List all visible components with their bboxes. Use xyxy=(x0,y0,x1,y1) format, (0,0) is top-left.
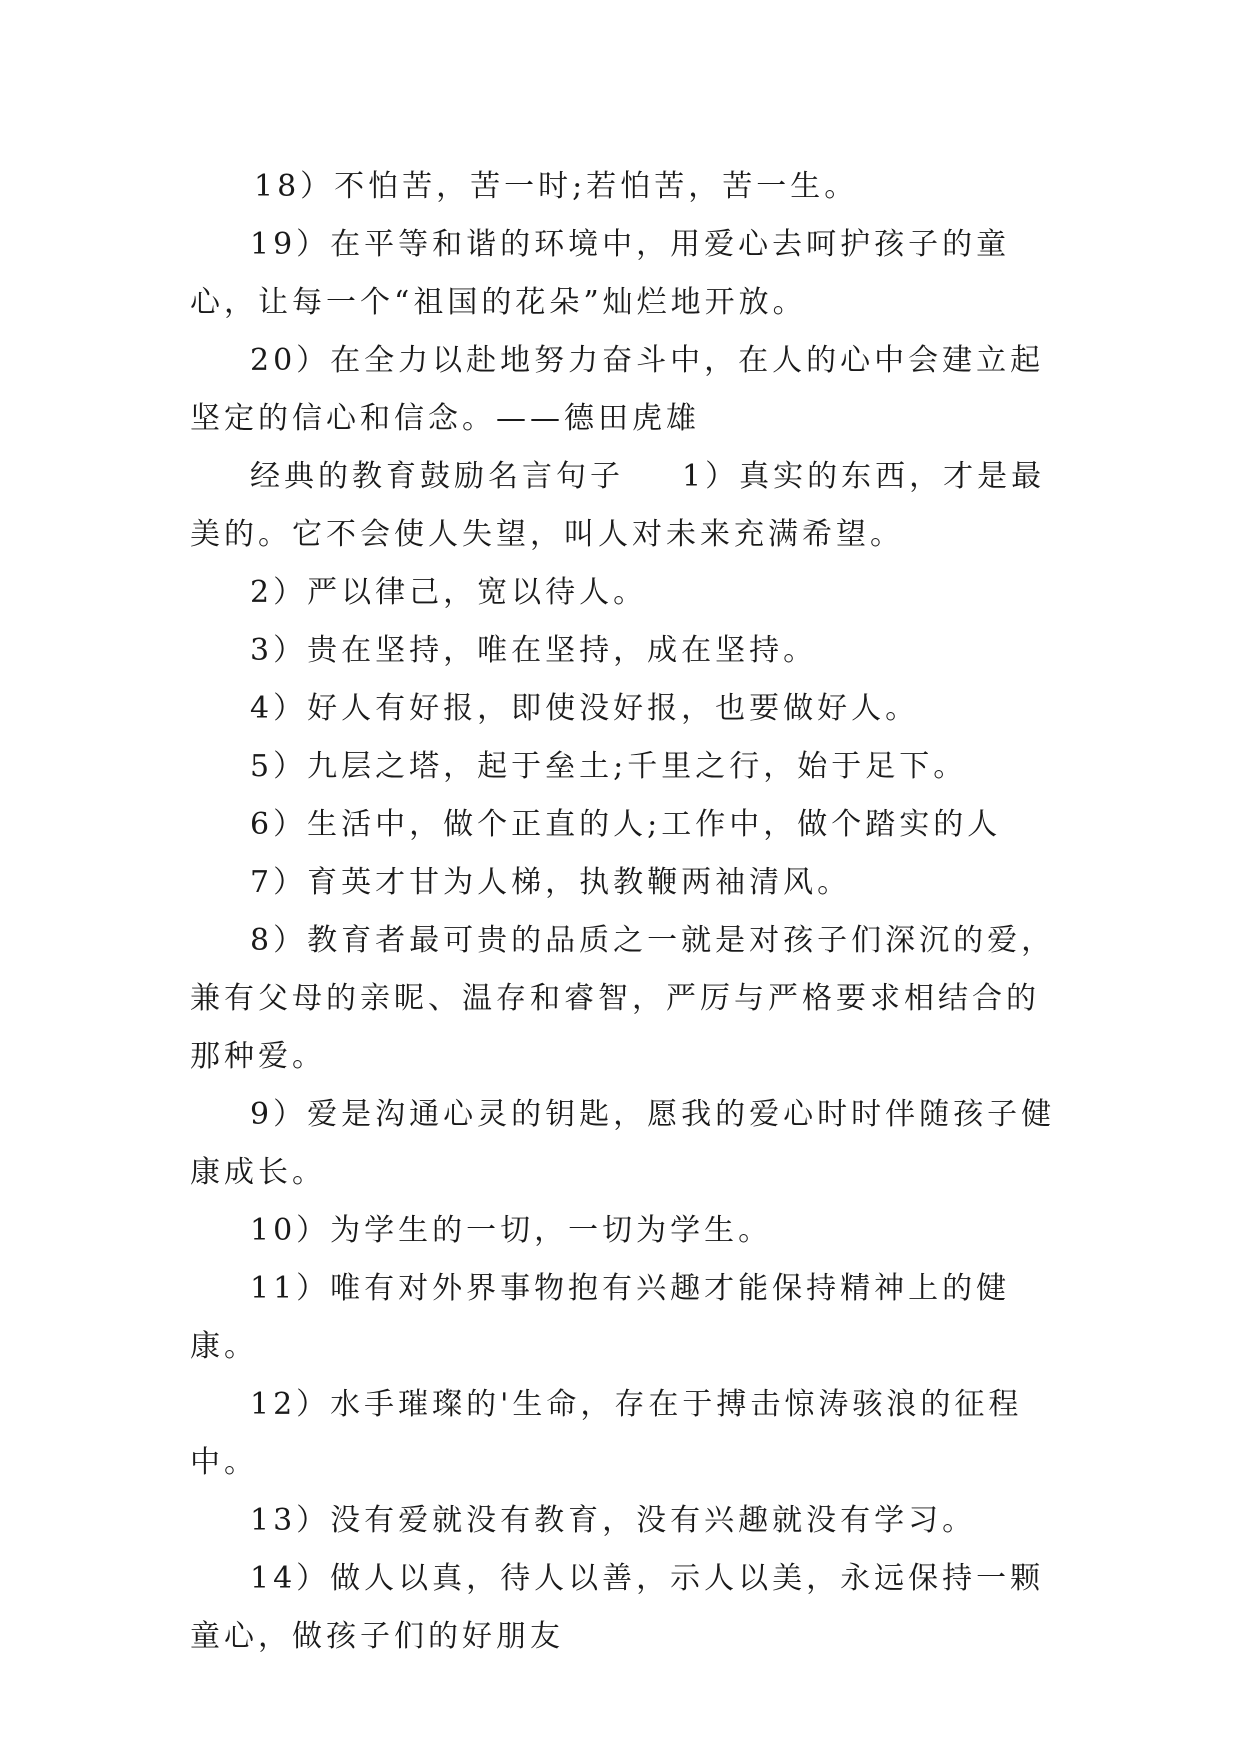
document-body xyxy=(190,158,1060,1666)
quote-2: 2）严以律己，宽以待人。 xyxy=(250,575,648,610)
quote-5: 5）九层之塔，起于垒土;千里之行，始于足下。 xyxy=(250,749,968,784)
quote-7: 7）育英才甘为人梯，执教鞭两袖清风。 xyxy=(250,865,852,900)
quote-18: 18）不怕苦，苦一时;若怕苦，苦一生。 xyxy=(254,169,859,204)
quote-11: 11）唯有对外界事物抱有兴趣才能保持精神上的健康。 xyxy=(190,1271,1011,1364)
quote-19: 19）在平等和谐的环境中，用爱心去呵护孩子的童心，让每一个“祖国的花朵”灿烂地开放。 xyxy=(190,227,1011,320)
quote-3: 3）贵在坚持，唯在坚持，成在坚持。 xyxy=(250,633,818,668)
quote-4: 4）好人有好报，即使没好报，也要做好人。 xyxy=(250,691,920,726)
section-heading-paragraph xyxy=(190,448,1060,564)
section-heading: 经典的教育鼓励名言句子 xyxy=(250,459,624,494)
quote-8: 8）教育者最可贵的品质之一就是对孩子们深沉的爱，兼有父母的亲昵、温存和睿智，严厉与严格要求相结合的那种爱。 xyxy=(190,923,1056,1074)
quote-1: 1）真实的东西，才是最美的。它不会使人失望，叫人对未来充满希望。 xyxy=(190,459,1046,552)
quote-14: 14）做人以真，待人以善，示人以美，永远保持一颗童心，做孩子们的好朋友 xyxy=(190,1561,1045,1654)
quote-12: 12）水手璀璨的'生命，存在于搏击惊涛骇浪的征程中。 xyxy=(190,1387,1023,1480)
quote-13: 13）没有爱就没有教育，没有兴趣就没有学习。 xyxy=(250,1503,977,1538)
quote-9: 9）爱是沟通心灵的钥匙，愿我的爱心时时伴随孩子健康成长。 xyxy=(190,1097,1056,1190)
quote-10: 10）为学生的一切，一切为学生。 xyxy=(250,1213,773,1248)
quote-6: 6）生活中，做个正直的人;工作中，做个踏实的人 xyxy=(250,807,1002,842)
quote-20: 20）在全力以赴地努力奋斗中，在人的心中会建立起坚定的信心和信念。——德田虎雄 xyxy=(190,343,1045,436)
